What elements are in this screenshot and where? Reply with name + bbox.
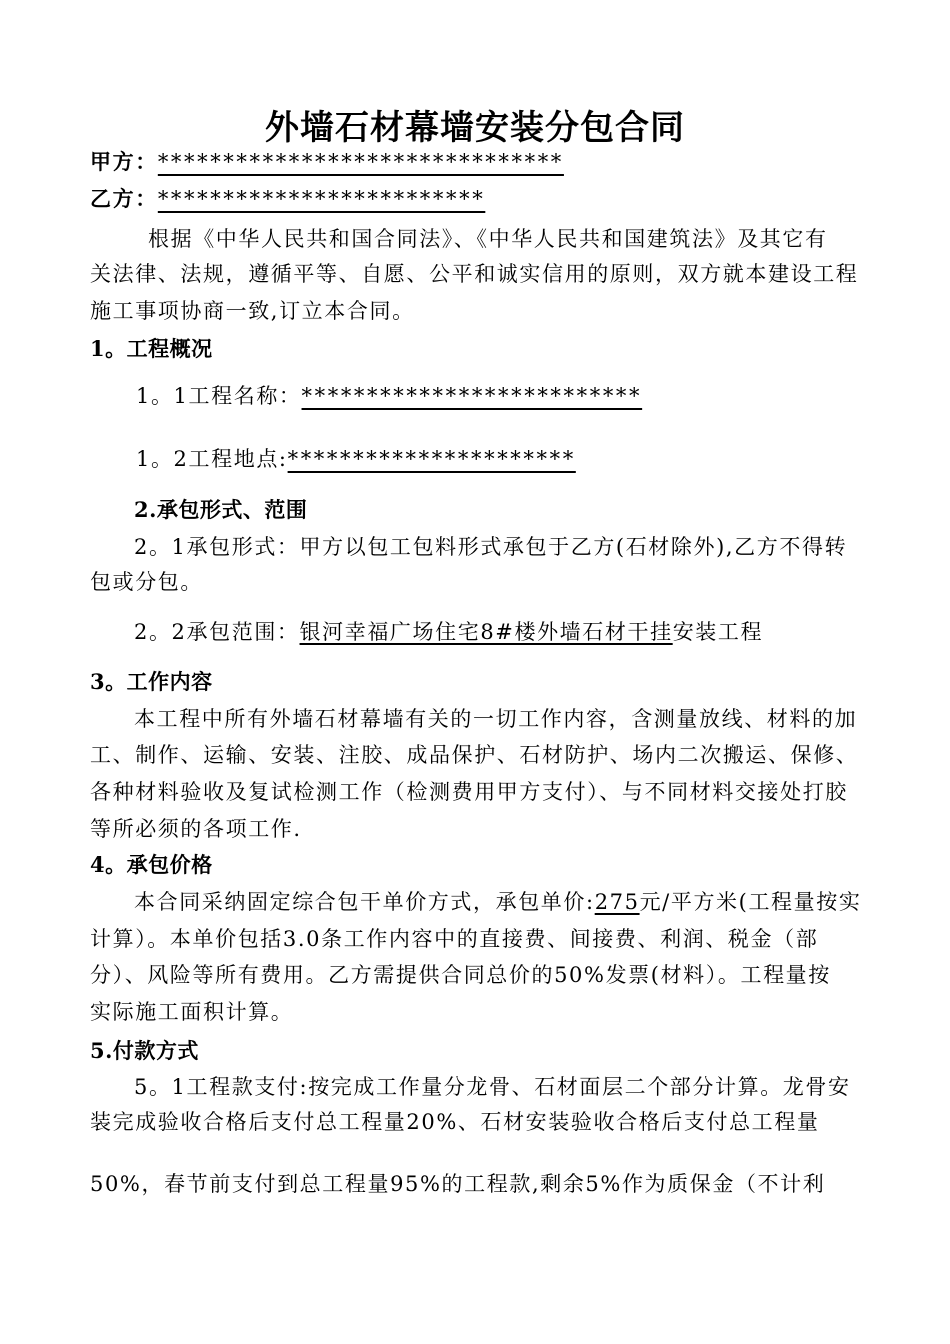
contract-scope-label: 2。2承包范围： <box>134 620 300 644</box>
section-2-heading: 2.承包形式、范围 <box>134 497 308 522</box>
payment-line-1: 5。1工程款支付:按完成工作量分龙骨、石材面层二个部分计算。龙骨安 <box>134 1075 851 1099</box>
section-1-heading: 1。工程概况 <box>90 336 213 361</box>
payment-line-2: 装完成验收合格后支付总工程量20%、石材安装验收合格后支付总工程量 <box>90 1110 820 1134</box>
intro-line-1: 根据《中华人民共和国合同法》、《中华人民共和国建筑法》及其它有 <box>148 227 828 251</box>
price-line-4: 实际施工面积计算。 <box>90 1000 294 1024</box>
work-content-line-1: 本工程中所有外墙石材幕墙有关的一切工作内容，含测量放线、材料的加 <box>134 707 858 731</box>
project-site-value: ********************** <box>287 447 576 471</box>
party-b-label: 乙方： <box>90 186 158 211</box>
party-a-line <box>90 148 865 176</box>
party-a-label: 甲方： <box>90 149 158 174</box>
contract-scope-value: 银河幸福广场住宅8#楼外墙石材干挂 <box>299 620 673 644</box>
project-name-line <box>90 382 911 410</box>
price-line-3: 分）、风险等所有费用。乙方需提供合同总价的50%发票(材料）。工程量按 <box>90 963 831 987</box>
project-name-value: ************************** <box>301 384 643 408</box>
price-line-1-pre: 本合同采纳固定综合包干单价方式，承包单价: <box>134 890 595 914</box>
section-3-heading: 3。工作内容 <box>90 669 213 694</box>
section-4-heading: 4。承包价格 <box>90 852 213 877</box>
party-b-value: ************************* <box>157 187 486 211</box>
project-site-line <box>90 445 911 473</box>
contract-form-line-1: 2。1承包形式：甲方以包工包料形式承包于乙方(石材除外),乙方不得转 <box>134 535 848 559</box>
party-b-line <box>90 185 865 213</box>
contract-scope-line <box>90 618 909 646</box>
contract-form-line-2: 包或分包。 <box>90 570 203 594</box>
payment-line-3: 50%，春节前支付到总工程量95%的工程款,剩余5%作为质保金（不计利 <box>90 1172 826 1196</box>
price-line-1 <box>90 888 909 916</box>
project-name-label: 1。1工程名称： <box>136 384 302 408</box>
document-title: 外墙石材幕墙安装分包合同 <box>265 108 685 148</box>
unit-price-value: 275 <box>594 890 640 914</box>
project-site-label: 1。2工程地点: <box>136 447 288 471</box>
intro-line-2: 关法律、法规，遵循平等、自愿、公平和诚实信用的原则，双方就本建设工程 <box>90 262 859 286</box>
work-content-line-2: 工、制作、运输、安装、注胶、成品保护、石材防护、场内二次搬运、保修、 <box>90 743 859 767</box>
work-content-line-4: 等所必须的各项工作. <box>90 817 302 841</box>
intro-line-3: 施工事项协商一致,订立本合同。 <box>90 299 415 323</box>
contract-scope-tail: 安装工程 <box>672 620 764 644</box>
price-line-1-post: 元/平方米(工程量按实 <box>639 890 862 914</box>
section-5-heading: 5.付款方式 <box>90 1038 199 1063</box>
price-line-2: 计算）。本单价包括3.0条工作内容中的直接费、间接费、利润、税金（部 <box>90 927 819 951</box>
work-content-line-3: 各种材料验收及复试检测工作（检测费用甲方支付）、与不同材料交接处打胶 <box>90 780 848 804</box>
party-a-value: ******************************* <box>157 150 564 174</box>
